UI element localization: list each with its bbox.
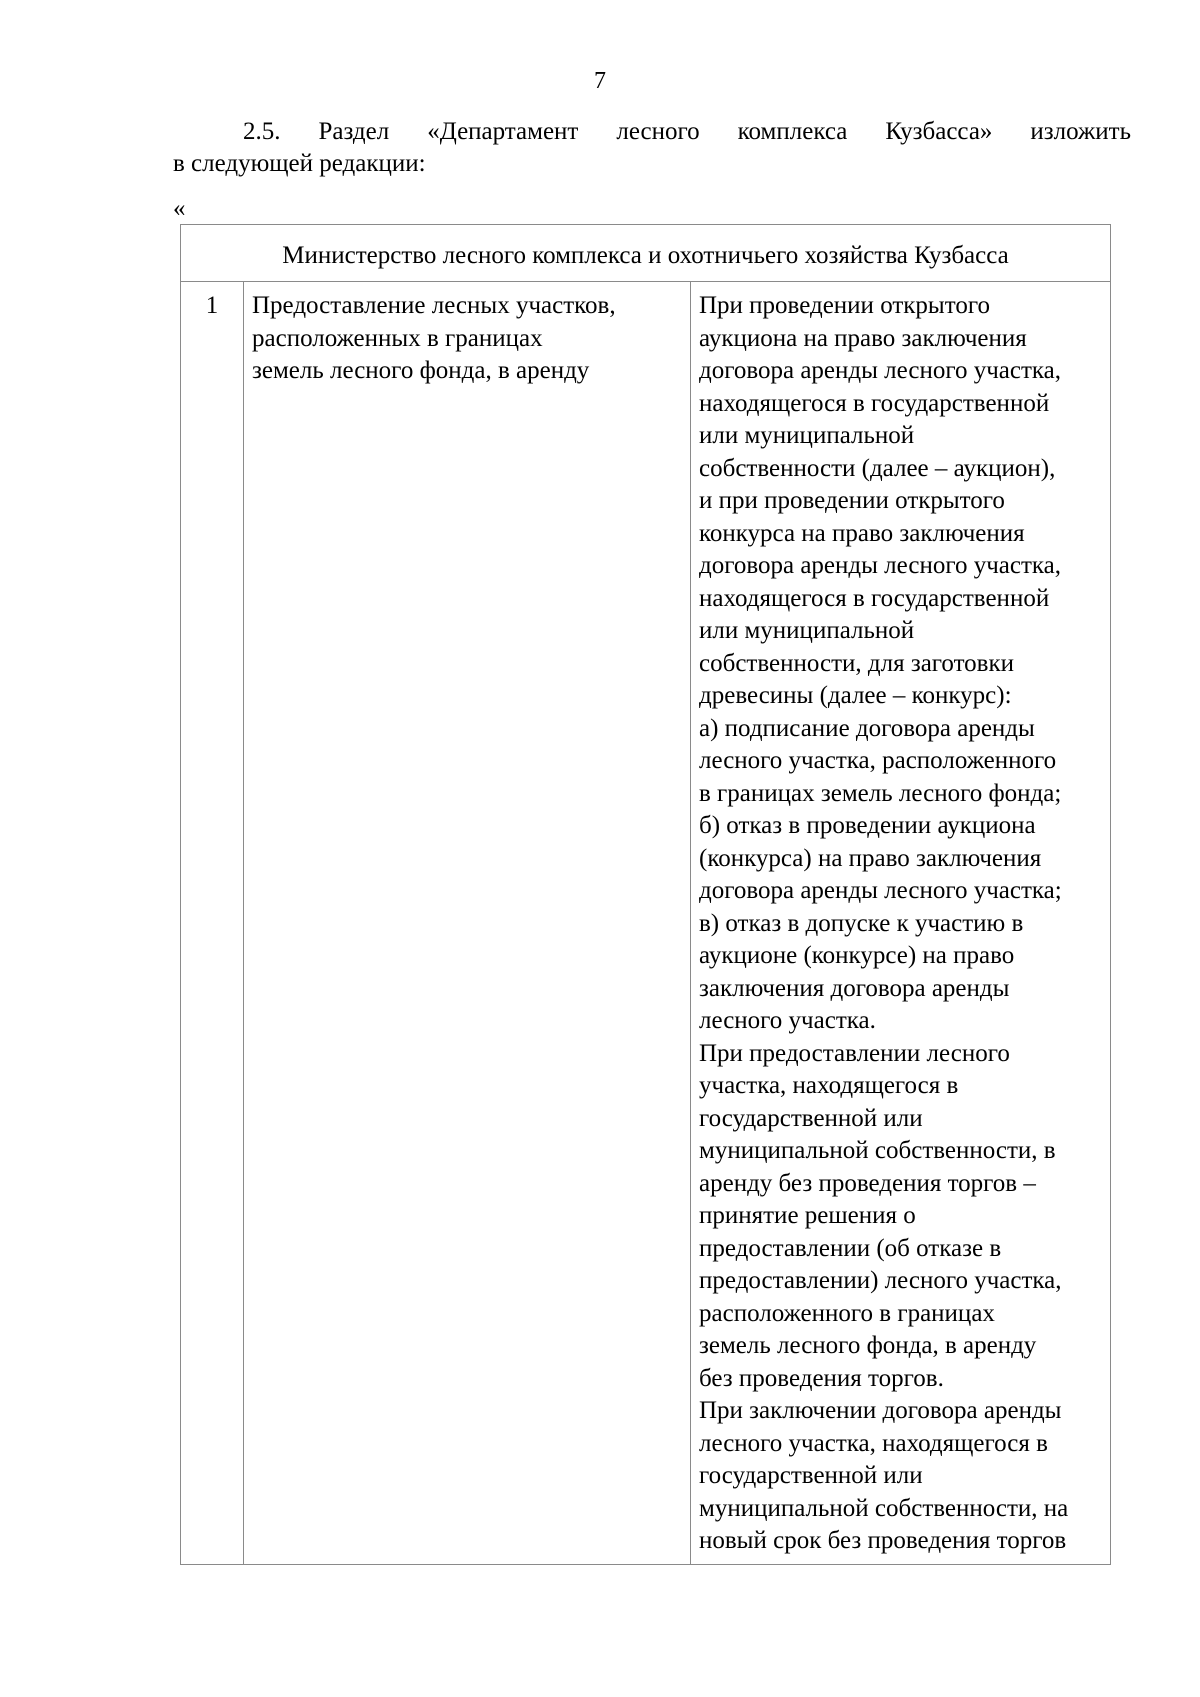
result-line: предоставлении (об отказе в (699, 1234, 1002, 1262)
result-line: или муниципальной (699, 617, 915, 644)
service-name-line: расположенных в границах (252, 324, 543, 352)
result-line: муниципальной собственности, в (699, 1137, 1056, 1164)
result-line: находящегося в государственной (699, 584, 1050, 612)
result-line: аренду без проведения торгов – (699, 1169, 1036, 1197)
service-result-cell (691, 282, 1111, 1565)
result-line: предоставлении) лесного участка, (699, 1267, 1062, 1294)
result-line: участка, находящегося в (699, 1072, 959, 1099)
table-row (181, 282, 1111, 1565)
result-line: собственности (далее – аукцион), (699, 454, 1056, 482)
result-line: без проведения торгов. (699, 1364, 944, 1392)
result-line: а) подписание договора аренды (699, 714, 1035, 742)
result-line: конкурса на право заключения (699, 519, 1025, 547)
result-line: государственной или (699, 1462, 923, 1489)
result-line: древесины (далее – конкурс): (699, 682, 1012, 709)
result-line: расположенного в границах (699, 1299, 995, 1327)
result-line: лесного участка. (699, 1007, 876, 1034)
result-line: государственной или (699, 1104, 923, 1132)
result-line: (конкурса) на право заключения (699, 844, 1042, 872)
result-line: При заключении договора аренды (699, 1397, 1062, 1424)
result-line: договора аренды лесного участка; (699, 877, 1062, 904)
intro-line-1: 2.5. Раздел «Департамент лесного комплекса Кузбасса» изложить (243, 118, 1131, 145)
service-name-cell (244, 282, 691, 1565)
intro-line-2: в следующей редакции: (173, 150, 426, 177)
page-number: 7 (594, 68, 606, 94)
ministry-header-cell (181, 225, 1111, 282)
result-line: или муниципальной (699, 422, 915, 449)
services-table (180, 224, 1111, 1565)
result-line: земель лесного фонда, в аренду (699, 1332, 1037, 1359)
opening-quote: « (173, 195, 186, 222)
ministry-title: Министерство лесного комплекса и охотничьего хозяйства Кузбасса (282, 241, 1009, 269)
result-line: в границах земель лесного фонда; (699, 779, 1062, 807)
service-name-line: Предоставление лесных участков, (252, 292, 616, 319)
table-header-row (181, 225, 1111, 282)
row-number: 1 (205, 292, 219, 319)
result-line: в) отказ в допуске к участию в (699, 909, 1024, 937)
result-line: б) отказ в проведении аукциона (699, 812, 1036, 839)
result-line: лесного участка, расположенного (699, 747, 1057, 774)
intro-paragraph (173, 116, 1131, 180)
result-line: лесного участка, находящегося в (699, 1429, 1048, 1457)
result-line: и при проведении открытого (699, 487, 1005, 514)
service-name-line: земель лесного фонда, в аренду (252, 357, 590, 384)
result-line: принятие решения о (699, 1202, 916, 1229)
result-line: При предоставлении лесного (699, 1039, 1010, 1067)
result-line: муниципальной собственности, на (699, 1494, 1069, 1522)
result-line: новый срок без проведения торгов (699, 1527, 1067, 1554)
result-line: собственности, для заготовки (699, 649, 1015, 677)
result-line: При проведении открытого (699, 292, 990, 319)
result-line: аукционе (конкурсе) на право (699, 942, 1015, 969)
result-line: аукциона на право заключения (699, 324, 1027, 352)
row-number-cell (181, 282, 244, 1565)
result-line: договора аренды лесного участка, (699, 552, 1062, 579)
result-line: находящегося в государственной (699, 389, 1050, 417)
result-line: договора аренды лесного участка, (699, 357, 1062, 384)
result-line: заключения договора аренды (699, 974, 1010, 1002)
